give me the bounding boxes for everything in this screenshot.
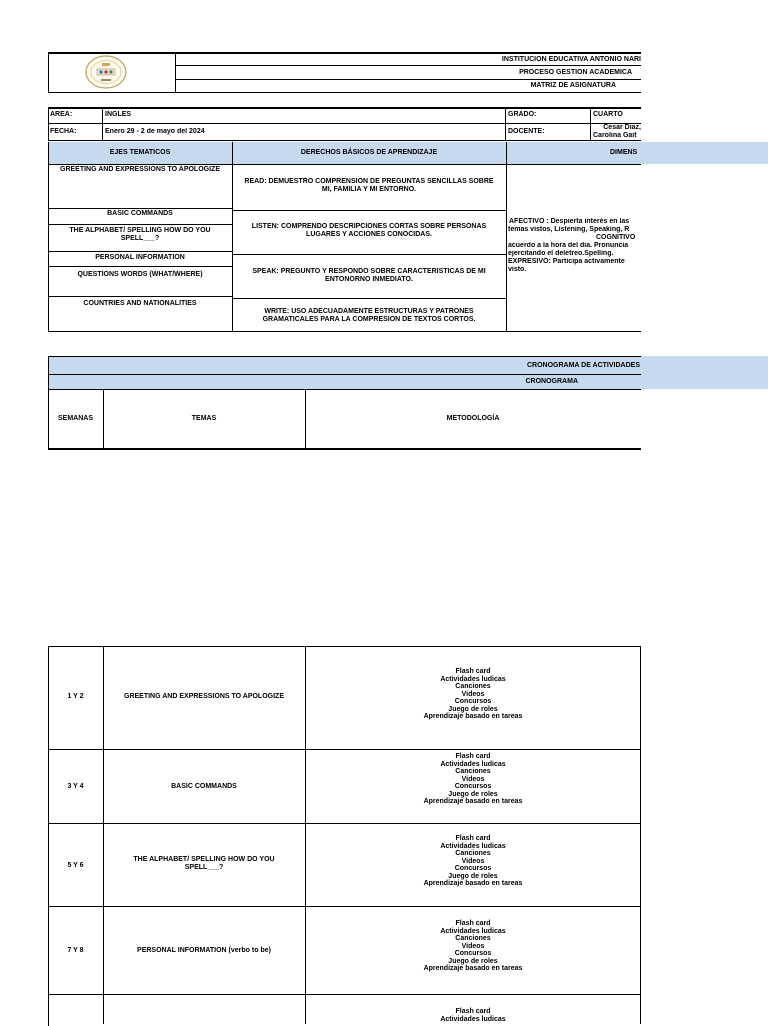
row-metodologia — [305, 668, 641, 721]
process-name: PROCESO GESTION ACADEMICA — [519, 69, 632, 76]
metodologia-item: Aprendizaje basado en tareas — [423, 880, 523, 887]
fecha-label: FECHA: — [50, 128, 77, 135]
header-rule — [175, 65, 641, 66]
metodologia-item: Concursos — [454, 783, 492, 790]
header-rule — [175, 79, 641, 80]
area-label: AREA: — [50, 111, 73, 118]
metodologia-item: Aprendizaje basado en tareas — [423, 965, 523, 972]
metodologia-item: Actividades ludicas — [440, 1015, 506, 1023]
cronograma-rule — [48, 389, 641, 390]
dba-rule — [232, 210, 506, 211]
matrix-divider — [232, 142, 233, 332]
metodologia-item: Concursos — [454, 698, 492, 705]
ejes-rule — [48, 266, 232, 267]
dba-rule — [232, 254, 506, 255]
metodologia-item: Flash card — [455, 1008, 491, 1015]
dim-line: COGNITIVO — [596, 234, 636, 241]
metodologia-item: Videos — [461, 857, 485, 865]
institution-name: INSTITUCION EDUCATIVA ANTONIO NARI — [501, 56, 641, 63]
matrix-divider — [506, 142, 507, 332]
metodologia-item: Canciones — [455, 850, 491, 857]
info-rule — [48, 123, 641, 124]
eje-item: BASIC COMMANDS — [107, 210, 173, 217]
metodologia-item: Canciones — [455, 935, 491, 942]
eje-item: PERSONAL INFORMATION — [95, 254, 185, 261]
col-temas-header: TEMAS — [191, 415, 217, 422]
row-tema: THE ALPHABET/ SPELLING HOW DO YOU SPELL___? — [133, 856, 275, 871]
metodologia-item: Canciones — [455, 683, 491, 690]
col-semanas-header: SEMANAS — [57, 415, 93, 422]
metodologia-item: Videos — [461, 775, 485, 783]
schedule-rule — [48, 823, 641, 824]
metodologia-item: Aprendizaje basado en tareas — [423, 713, 523, 720]
dim-line: EXPRESIVO: Participa activamente — [508, 258, 625, 265]
metodologia-item: Juego de roles — [448, 957, 498, 965]
docente-label: DOCENTE: — [508, 128, 545, 135]
dba-item: WRITE: USO ADECUADAMENTE ESTRUCTURAS Y PATRONES GRAMATICALES PARA LA COMPRESION DE TEXTOS CORTOS. — [262, 308, 476, 323]
schedule-rule — [48, 906, 641, 907]
row-metodologia — [305, 753, 641, 806]
schedule-divider — [103, 646, 104, 1024]
col-ejes-header: EJES TEMATICOS — [109, 149, 171, 156]
cronograma-title: CRONOGRAMA DE ACTIVIDADES — [526, 362, 640, 369]
metodologia-item: Canciones — [455, 768, 491, 775]
ejes-rule — [48, 251, 232, 252]
row-tema: PERSONAL INFORMATION (verbo to be) — [137, 947, 271, 954]
ejes-rule — [48, 224, 232, 225]
grado-label: GRADO: — [508, 111, 537, 118]
metodologia-item: Juego de roles — [448, 705, 498, 713]
dba-rule — [232, 298, 506, 299]
row-tema: BASIC COMMANDS — [171, 783, 237, 790]
metodologia-item: Flash card — [455, 668, 491, 675]
metodologia-item: Juego de roles — [448, 790, 498, 798]
metodologia-item: Concursos — [454, 865, 492, 872]
cronograma-table — [48, 356, 641, 450]
dim-line: acuerdo a la hora del dia. Pronuncia — [508, 242, 629, 249]
metodologia-item: Videos — [461, 942, 485, 950]
schedule-rule — [48, 994, 641, 995]
dba-item: SPEAK: PREGUNTO Y RESPONDO SOBRE CARACTERISTICAS DE MI ENTONORNO INMEDIATO. — [252, 268, 486, 283]
info-divider — [102, 107, 103, 141]
dba-item: LISTEN: COMPRENDO DESCRIPCIONES CORTAS SOBRE PERSONAS LUGARES Y ACCIONES CONOCIDAS. — [251, 223, 487, 238]
info-divider — [590, 107, 591, 141]
metodologia-item: Flash card — [455, 835, 491, 842]
row-semanas: 1 Y 2 — [67, 693, 84, 700]
metodologia-item: Actividades ludicas — [440, 760, 506, 768]
eje-item: COUNTRIES AND NATIONALITIES — [83, 300, 197, 307]
eje-item: GREETING AND EXPRESSIONS TO APOLOGIZE — [60, 166, 220, 173]
matrix-title: MATRIZ DE ASIGNATURA — [530, 82, 616, 89]
eje-item: QUESTIONS WORDS (WHAT/WHERE) — [77, 271, 203, 278]
cronograma-subtitle: CRONOGRAMA — [525, 378, 578, 385]
metodologia-item: Aprendizaje basado en tareas — [423, 798, 523, 805]
row-semanas: 7 Y 8 — [67, 947, 84, 954]
dim-line: visto. — [508, 266, 527, 273]
docente-value-2: Carolina Gait — [593, 132, 637, 139]
metodologia-item: Videos — [461, 690, 485, 698]
col-dim-header: DIMENS — [610, 149, 638, 156]
metodologia-item: Flash card — [455, 753, 491, 760]
fecha-value: Enero 29 - 2 de mayo del 2024 — [105, 128, 205, 135]
info-divider — [505, 107, 506, 141]
row-semanas: 5 Y 6 — [67, 862, 84, 869]
matrix-rule — [48, 164, 641, 165]
row-metodologia — [305, 920, 641, 973]
metodologia-item: Juego de roles — [448, 872, 498, 880]
docente-value-1: Cesar Diaz, — [603, 124, 641, 131]
schedule-rule — [48, 749, 641, 750]
metodologia-item: Actividades ludicas — [440, 927, 506, 935]
metodologia-item: Actividades ludicas — [440, 842, 506, 850]
metodologia-item: Flash card — [455, 920, 491, 927]
row-tema: GREETING AND EXPRESSIONS TO APOLOGIZE — [124, 693, 284, 700]
grado-value: CUARTO — [593, 111, 623, 118]
col-metodologia-header: METODOLOGÍA — [446, 415, 500, 422]
dim-line: ejercitando el deletreo.Spelling. — [508, 250, 614, 257]
metodologia-item: Concursos — [454, 950, 492, 957]
dim-line: AFECTIVO : Despierta interés en las — [509, 218, 630, 225]
row-metodologia — [305, 835, 641, 888]
row-semanas: 3 Y 4 — [67, 783, 84, 790]
metodologia-item: Actividades ludicas — [440, 675, 506, 683]
dba-item: READ: DEMUESTRO COMPRENSION DE PREGUNTAS SENCILLAS SOBRE MI, FAMILIA Y MI ENTORNO. — [244, 178, 494, 193]
col-dba-header: DERECHOS BÁSICOS DE APRENDIZAJE — [300, 149, 438, 156]
dim-line: temas vistos, Listening, Speaking, R — [508, 226, 630, 233]
ejes-rule — [48, 296, 232, 297]
header-divider — [175, 52, 176, 93]
cronograma-rule — [48, 374, 641, 375]
school-crest-logo — [84, 54, 128, 90]
ejes-rule — [48, 208, 232, 209]
area-value: INGLES — [105, 111, 132, 118]
eje-item: THE ALPHABET/ SPELLING HOW DO YOU SPELL___? — [69, 227, 211, 242]
row-metodologia — [305, 1008, 641, 1023]
